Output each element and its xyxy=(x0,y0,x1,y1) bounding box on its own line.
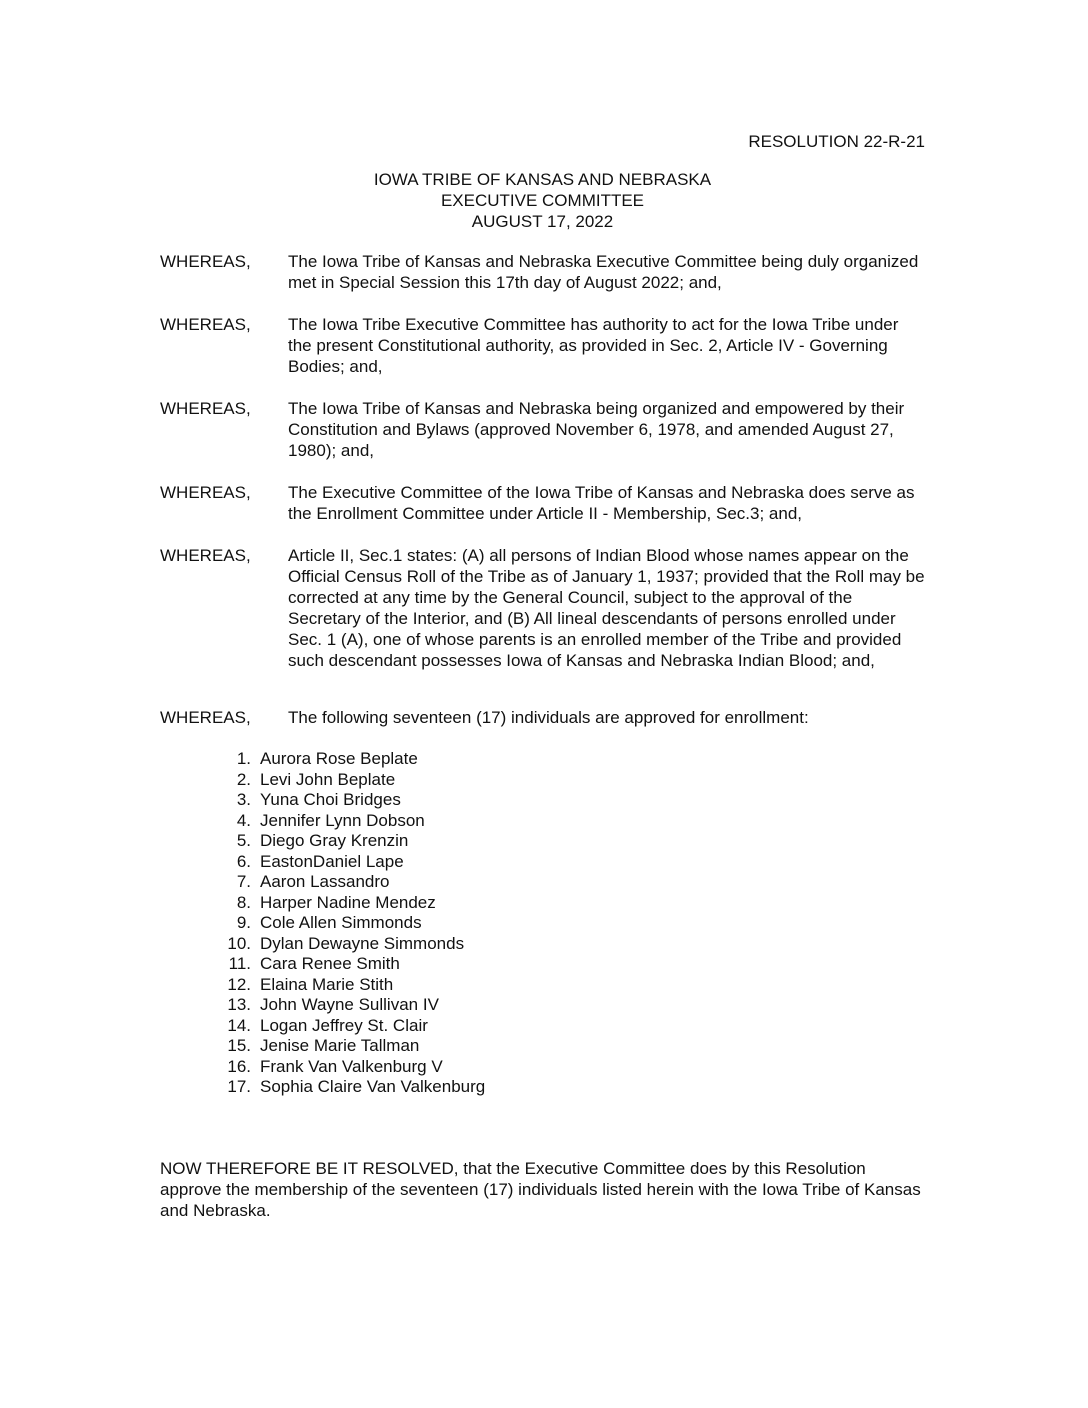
whereas-text: The following seventeen (17) individuals are approved for enrollment: xyxy=(288,708,809,727)
enrollee-name: Harper Nadine Mendez xyxy=(260,892,436,912)
whereas-label: WHEREAS, xyxy=(160,483,251,502)
list-item xyxy=(219,1057,925,1078)
enrollee-name: Cara Renee Smith xyxy=(260,954,400,973)
whereas-clause-5 xyxy=(160,545,925,671)
list-number: 1. xyxy=(236,749,251,768)
enrollee-name: Jennifer Lynn Dobson xyxy=(260,810,425,830)
list-number: 9. xyxy=(236,913,251,932)
resolution-number: RESOLUTION 22-R-21 xyxy=(748,132,925,151)
enrollee-name: Aurora Rose Beplate xyxy=(260,749,418,768)
document-title: IOWA TRIBE OF KANSAS AND NEBRASKA xyxy=(373,170,712,189)
list-item xyxy=(219,913,925,934)
enrollee-name: Yuna Choi Bridges xyxy=(260,790,401,809)
whereas-label: WHEREAS, xyxy=(160,399,251,418)
whereas-clause-4 xyxy=(160,482,925,524)
enrollee-name: Logan Jeffrey St. Clair xyxy=(260,1015,428,1035)
whereas-text: The Iowa Tribe Executive Committee has authority to act for the Iowa Tribe under the present Constitutional authority, as provided in Sec. 2, Article IV - Governing Bodies; and, xyxy=(288,315,899,376)
list-item xyxy=(219,1036,925,1057)
whereas-text: The Iowa Tribe of Kansas and Nebraska being organized and empowered by their Constitution and Bylaws (approved November 6, 1978, and amended August 27, 1980); and, xyxy=(288,399,905,460)
whereas-label: WHEREAS, xyxy=(160,315,251,334)
enrollee-name: Aaron Lassandro xyxy=(260,872,390,891)
list-item xyxy=(219,995,925,1016)
list-item xyxy=(219,975,925,996)
enrollee-name: Frank Van Valkenburg V xyxy=(260,1056,443,1076)
enrollee-name: Dylan Dewayne Simmonds xyxy=(260,933,465,953)
list-number: 15. xyxy=(227,1036,251,1055)
whereas-clause-1 xyxy=(160,251,925,293)
list-number: 16. xyxy=(227,1056,251,1076)
list-number: 11. xyxy=(228,954,251,973)
whereas-text: Article II, Sec.1 states: (A) all persons of Indian Blood whose names appear on the Official Census Roll of the Tribe as of January 1, 1937; provided that the Roll may be corrected at any time by the General Council, subject to the approval of the Secretary of the Interior, and (B) All lineal descendants of persons enrolled under Sec. 1 (A), one of whose parents is an enrolled member of the Tribe and provided such descendant possesses Iowa of Kansas and Nebraska Indian Blood; and, xyxy=(288,546,925,670)
whereas-text: The Iowa Tribe of Kansas and Nebraska Executive Committee being duly organized met in Special Session this 17th day of August 2022; and, xyxy=(288,252,919,292)
list-number: 6. xyxy=(236,851,251,871)
enrollee-name: Cole Allen Simmonds xyxy=(260,913,422,932)
list-number: 10. xyxy=(227,933,251,953)
title-block xyxy=(160,169,925,232)
list-item xyxy=(219,1016,925,1037)
enrollee-list xyxy=(219,749,925,1098)
list-item xyxy=(219,852,925,873)
enrollee-name: Elaina Marie Stith xyxy=(260,974,394,994)
whereas-text: The Executive Committee of the Iowa Tribe of Kansas and Nebraska does serve as the Enrollment Committee under Article II - Membership, Sec.3; and, xyxy=(288,483,915,523)
enrollee-name: EastonDaniel Lape xyxy=(260,851,404,871)
list-item xyxy=(219,770,925,791)
resolved-clause: NOW THEREFORE BE IT RESOLVED, that the Executive Committee does by this Resolution approve the membership of the seventeen (17) individuals listed herein with the Iowa Tribe of Kansas and Nebraska. xyxy=(160,1158,921,1220)
list-item xyxy=(219,831,925,852)
list-number: 4. xyxy=(236,810,251,830)
whereas-clause-6 xyxy=(160,707,925,728)
whereas-label: WHEREAS, xyxy=(160,708,251,727)
list-number: 5. xyxy=(236,831,251,850)
list-number: 17. xyxy=(227,1077,251,1096)
enrollee-name: Levi John Beplate xyxy=(260,769,396,789)
list-number: 14. xyxy=(227,1015,251,1035)
whereas-clause-2 xyxy=(160,314,925,377)
whereas-label: WHEREAS, xyxy=(160,546,251,565)
enrollee-name: John Wayne Sullivan IV xyxy=(260,995,439,1014)
document-date: AUGUST 17, 2022 xyxy=(471,212,614,231)
list-item xyxy=(219,1077,925,1098)
list-item xyxy=(219,790,925,811)
list-number: 8. xyxy=(236,892,251,912)
list-item xyxy=(219,811,925,832)
list-item xyxy=(219,934,925,955)
whereas-clause-3 xyxy=(160,398,925,461)
enrollee-name: Sophia Claire Van Valkenburg xyxy=(260,1077,486,1096)
document-subtitle: EXECUTIVE COMMITTEE xyxy=(440,191,645,210)
whereas-label: WHEREAS, xyxy=(160,252,251,271)
list-number: 7. xyxy=(236,872,251,891)
list-item xyxy=(219,749,925,770)
list-number: 12. xyxy=(227,974,251,994)
list-item xyxy=(219,872,925,893)
list-number: 2. xyxy=(236,769,251,789)
list-number: 3. xyxy=(236,790,251,809)
enrollee-name: Jenise Marie Tallman xyxy=(260,1036,420,1055)
list-item xyxy=(219,893,925,914)
list-number: 13. xyxy=(227,995,251,1014)
enrollee-name: Diego Gray Krenzin xyxy=(260,831,409,850)
list-item xyxy=(219,954,925,975)
